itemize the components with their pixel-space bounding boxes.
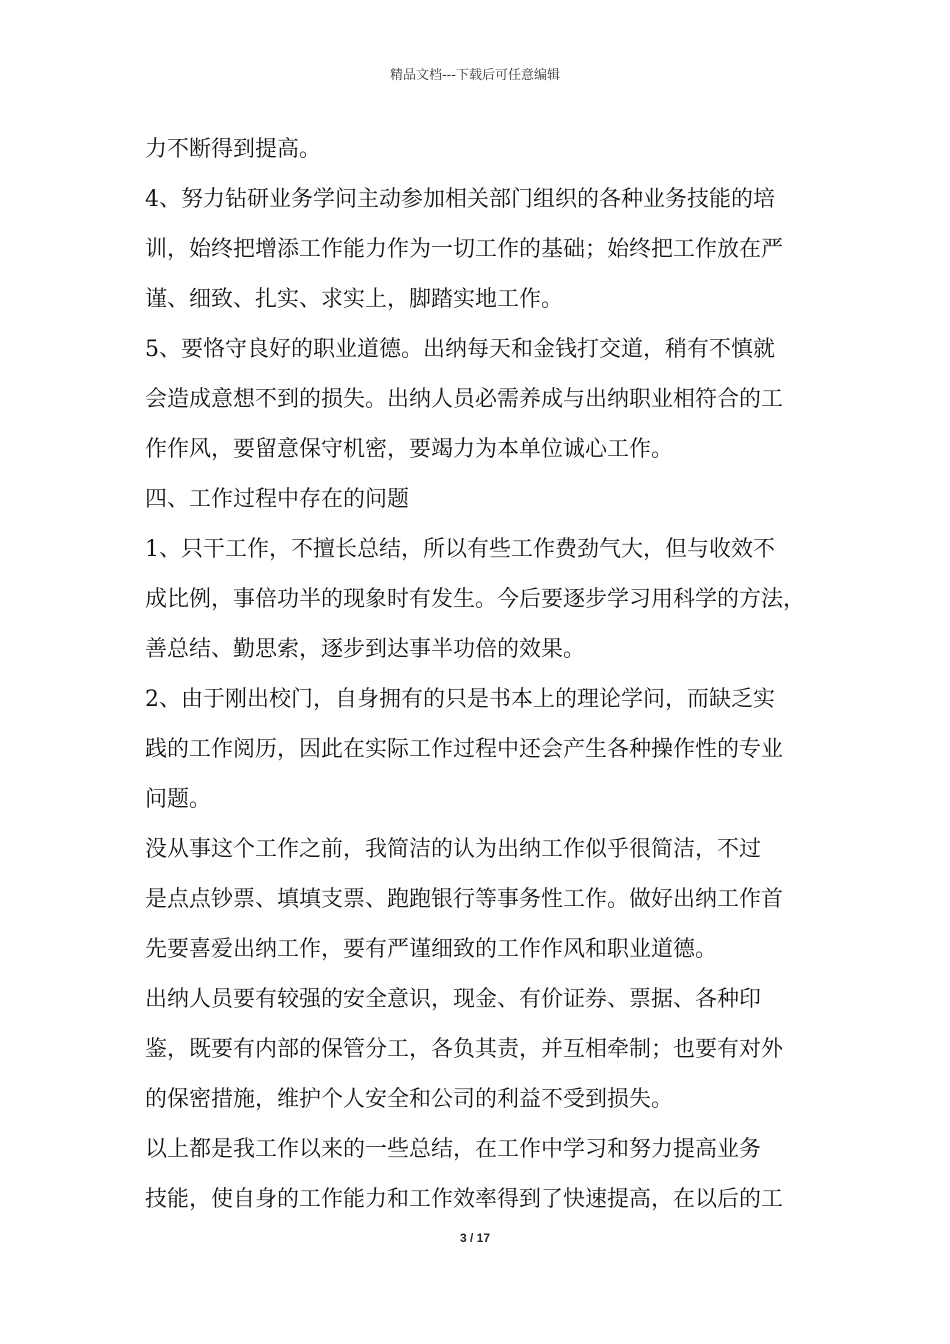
text-line: 没从事这个工作之前，我简洁的认为出纳工作似乎很简洁，不过 [145, 837, 762, 862]
text-line: 出纳人员要有较强的安全意识，现金、有价证券、票据、各种印 [145, 987, 762, 1012]
text-line: 谨、细致、扎实、求实上，脚踏实地工作。 [145, 287, 564, 312]
text-line: 2、由于刚出校门，自身拥有的只是书本上的理论学问，而缺乏实 [145, 687, 775, 712]
text-line: 善总结、勤思索，逐步到达事半功倍的效果。 [145, 637, 586, 662]
text-line: 会造成意想不到的损失。出纳人员必需养成与出纳职业相符合的工 [145, 387, 784, 412]
text-line: 5、要恪守良好的职业道德。出纳每天和金钱打交道，稍有不慎就 [145, 337, 775, 362]
text-line: 力不断得到提高。 [145, 137, 322, 162]
text-line: 训，始终把增添工作能力作为一切工作的基础；始终把工作放在严 [145, 237, 784, 262]
text-line: 以上都是我工作以来的一些总结，在工作中学习和努力提高业务 [145, 1137, 762, 1162]
text-line: 技能，使自身的工作能力和工作效率得到了快速提高，在以后的工 [145, 1187, 784, 1212]
text-line: 鉴，既要有内部的保管分工，各负其责，并互相牵制；也要有对外 [145, 1037, 784, 1062]
text-line: 问题。 [145, 787, 212, 812]
text-line: 成比例，事倍功半的现象时有发生。今后要逐步学习用科学的方法， [145, 587, 806, 612]
text-line: 的保密措施，维护个人安全和公司的利益不受到损失。 [145, 1087, 674, 1112]
text-line: 作作风，要留意保守机密，要竭力为本单位诚心工作。 [145, 437, 674, 462]
text-line: 是点点钞票、填填支票、跑跑银行等事务性工作。做好出纳工作首 [145, 887, 784, 912]
text-line: 先要喜爱出纳工作，要有严谨细致的工作作风和职业道德。 [145, 937, 718, 962]
section-heading: 四、工作过程中存在的问题 [145, 487, 410, 512]
page-number: 3 / 17 [459, 1231, 491, 1245]
text-line: 践的工作阅历，因此在实际工作过程中还会产生各种操作性的专业 [145, 737, 784, 762]
text-line: 4、努力钻研业务学问主动参加相关部门组织的各种业务技能的培 [145, 187, 775, 212]
text-line: 1、只干工作，不擅长总结，所以有些工作费劲气大，但与收效不 [145, 537, 775, 562]
page-header: 精品文档---下载后可任意编辑 [389, 68, 561, 83]
